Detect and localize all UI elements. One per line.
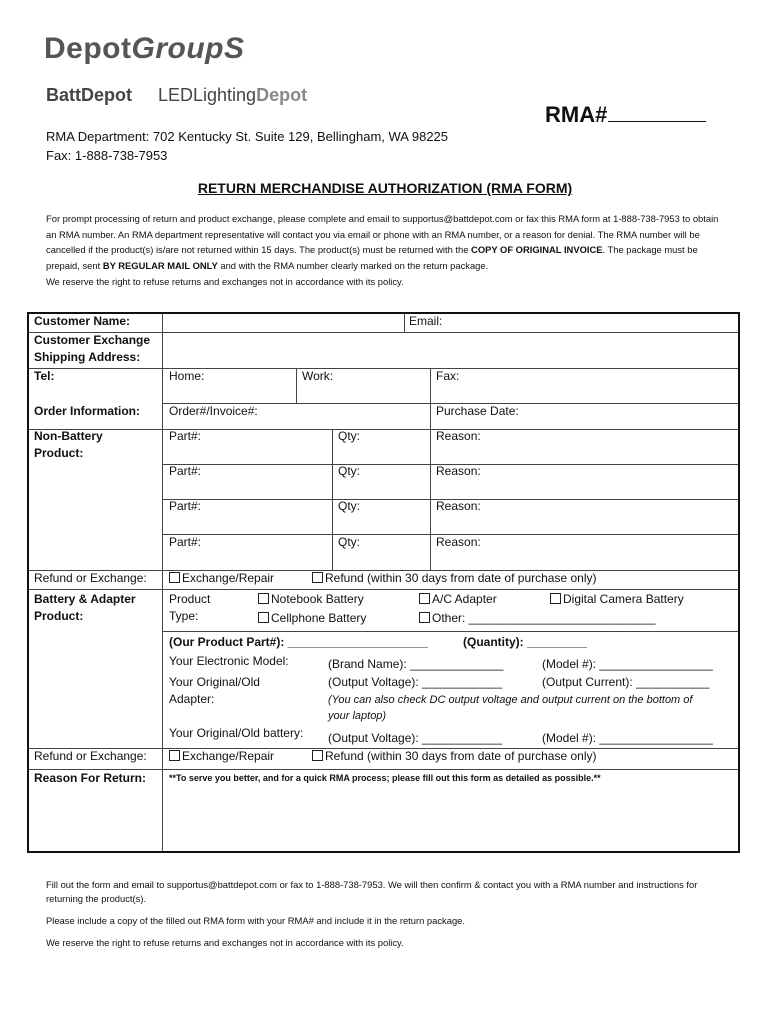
output-voltage-label-2: (Output Voltage): ____________ bbox=[328, 731, 503, 745]
order-info-label: Order Information: bbox=[34, 404, 141, 418]
reason-label: Reason: bbox=[436, 464, 481, 478]
checkbox-icon[interactable] bbox=[169, 572, 180, 583]
row-divider bbox=[29, 429, 738, 430]
intro-paragraph bbox=[46, 211, 722, 273]
checkbox-icon[interactable] bbox=[419, 593, 430, 604]
checkbox-icon[interactable] bbox=[312, 572, 323, 583]
refund-label-2: Refund (within 30 days from date of purchase only) bbox=[325, 749, 597, 763]
exchange-repair-label: Exchange/Repair bbox=[182, 571, 275, 585]
checkbox-icon[interactable] bbox=[258, 593, 269, 604]
logo-depot2-text: Depot bbox=[256, 85, 308, 105]
column-divider bbox=[332, 429, 333, 570]
qty-label: Qty: bbox=[338, 535, 361, 549]
reason-for-return-label: Reason For Return: bbox=[34, 771, 147, 785]
refund-option[interactable] bbox=[312, 571, 596, 586]
fax-label: Fax: bbox=[436, 369, 460, 383]
model-label: (Model #): _________________ bbox=[542, 657, 713, 671]
notebook-battery-option[interactable] bbox=[258, 592, 364, 607]
battery-adapter-label: Battery & Adapter bbox=[34, 592, 136, 606]
part-label: Part#: bbox=[169, 429, 202, 443]
row-divider bbox=[162, 631, 738, 632]
checkbox-icon[interactable] bbox=[258, 612, 269, 623]
email-label: Email: bbox=[409, 314, 443, 328]
original-adapter-label-2: Adapter: bbox=[169, 692, 215, 706]
checkbox-icon[interactable] bbox=[169, 750, 180, 761]
original-adapter-label: Your Original/Old bbox=[169, 675, 260, 689]
logo-depot-text: Depot bbox=[44, 32, 132, 65]
refund-or-exchange-label: Refund or Exchange: bbox=[34, 571, 147, 585]
reason-for-return-field[interactable] bbox=[162, 790, 737, 850]
ledlightingdepot-logo bbox=[158, 85, 307, 106]
logo-groups-text: GroupS bbox=[131, 32, 245, 65]
ac-adapter-option[interactable] bbox=[419, 592, 497, 607]
checkbox-icon[interactable] bbox=[550, 593, 561, 604]
dc-note-line-1: (You can also check DC output voltage and output current on the bottom of bbox=[328, 694, 693, 706]
brand-name-label: (Brand Name): ______________ bbox=[328, 657, 504, 671]
page-title: RETURN MERCHANDISE AUTHORIZATION (RMA FORM) bbox=[197, 180, 573, 196]
rma-address bbox=[46, 127, 448, 165]
intro-text-e: and with the RMA number clearly marked on the return package. bbox=[217, 259, 489, 271]
digital-camera-battery-option[interactable] bbox=[550, 592, 684, 607]
intro-text-a: For prompt processing of return and product exchange, please complete and email to supportus@battdepot.com or fax this RMA form at 1-888-738-7953 to obtain an RMA number. An RMA department representative will contact you via email or phone with an RMA number, or a reason for denial. The RMA number will be cancelled if the product(s) is/are not returned within 15 days. The product(s) must be returned with the bbox=[46, 213, 719, 255]
other-option[interactable] bbox=[419, 611, 656, 626]
intro-text-b: COPY OF ORIGINAL INVOICE bbox=[471, 244, 603, 255]
column-divider bbox=[404, 314, 405, 332]
footer-reserve-notice: We reserve the right to refuse returns and exchanges not in accordance with its policy. bbox=[46, 937, 404, 948]
output-current-label: (Output Current): ___________ bbox=[542, 675, 710, 689]
product-type-label: Product bbox=[169, 592, 211, 606]
footer-instructions: Fill out the form and email to supportus@battdepot.com or fax to 1-888-738-7953. We will then confirm & contact you with a RMA number and instructions for returning the product(s). bbox=[46, 879, 698, 904]
refund-option-2[interactable] bbox=[312, 749, 596, 764]
non-battery-label: Non-Battery bbox=[34, 429, 103, 443]
checkbox-icon[interactable] bbox=[419, 612, 430, 623]
logo-ledlighting-text: LEDLighting bbox=[158, 85, 257, 105]
customer-name-label: Customer Name: bbox=[34, 314, 131, 328]
checkbox-icon[interactable] bbox=[312, 750, 323, 761]
address-line: RMA Department: 702 Kentucky St. Suite 129, Bellingham, WA 98225 bbox=[46, 129, 449, 144]
notebook-battery-label: Notebook Battery bbox=[271, 592, 364, 606]
non-battery-product-label: Product: bbox=[34, 446, 84, 460]
column-divider bbox=[430, 429, 431, 570]
output-voltage-label: (Output Voltage): ____________ bbox=[328, 675, 503, 689]
order-invoice-label: Order#/Invoice#: bbox=[169, 404, 258, 418]
qty-label: Qty: bbox=[338, 429, 361, 443]
footer-include-copy: Please include a copy of the filled out RMA form with your RMA# and include it in the return package. bbox=[46, 915, 465, 926]
part-label: Part#: bbox=[169, 535, 202, 549]
column-divider bbox=[296, 368, 297, 403]
shipping-address-label: Shipping Address: bbox=[34, 350, 141, 364]
qty-label: Qty: bbox=[338, 499, 361, 513]
refund-or-exchange-label-2: Refund or Exchange: bbox=[34, 749, 147, 763]
row-divider bbox=[29, 368, 738, 369]
rma-number-label: RMA# bbox=[545, 102, 608, 127]
work-phone-label: Work: bbox=[302, 369, 334, 383]
home-phone-label: Home: bbox=[169, 369, 205, 383]
reason-label: Reason: bbox=[436, 429, 481, 443]
intro-text-c: . The package must be prepaid, sent bbox=[46, 244, 698, 271]
exchange-repair-label-2: Exchange/Repair bbox=[182, 749, 275, 763]
column-divider bbox=[430, 403, 431, 429]
customer-name-field[interactable] bbox=[162, 314, 404, 330]
cellphone-battery-option[interactable] bbox=[258, 611, 366, 626]
reason-note: **To serve you better, and for a quick RMA process; please fill out this form as detailed as possible.** bbox=[169, 773, 601, 783]
cellphone-battery-label: Cellphone Battery bbox=[271, 611, 367, 625]
reserve-notice: We reserve the right to refuse returns and exchanges not in accordance with its policy. bbox=[46, 276, 404, 287]
rma-number-field[interactable] bbox=[608, 121, 706, 122]
our-part-label: (Our Product Part#): _____________________ bbox=[169, 635, 428, 649]
dc-note-line-2: your laptop) bbox=[328, 710, 387, 722]
quantity-label: (Quantity): _________ bbox=[463, 635, 588, 649]
exchange-repair-option-2[interactable] bbox=[169, 749, 274, 764]
part-label: Part#: bbox=[169, 499, 202, 513]
other-label: Other: ____________________________ bbox=[432, 611, 656, 625]
qty-label: Qty: bbox=[338, 464, 361, 478]
column-divider bbox=[430, 368, 431, 403]
purchase-date-label: Purchase Date: bbox=[436, 404, 519, 418]
ac-adapter-label: A/C Adapter bbox=[432, 592, 497, 606]
model-label-2: (Model #): _________________ bbox=[542, 731, 713, 745]
row-divider bbox=[29, 769, 738, 770]
reason-label: Reason: bbox=[436, 535, 481, 549]
battdepot-logo: BattDepot bbox=[46, 85, 132, 105]
product-type-label-2: Type: bbox=[169, 609, 199, 623]
refund-label: Refund (within 30 days from date of purchase only) bbox=[325, 571, 597, 585]
digital-camera-battery-label: Digital Camera Battery bbox=[563, 592, 684, 606]
electronic-model-label: Your Electronic Model: bbox=[169, 654, 289, 668]
intro-text-d: BY REGULAR MAIL ONLY bbox=[102, 259, 218, 271]
tel-label: Tel: bbox=[34, 369, 55, 383]
depotgroups-logo bbox=[44, 32, 245, 66]
exchange-repair-option[interactable] bbox=[169, 571, 274, 586]
column-divider bbox=[162, 314, 163, 851]
row-divider bbox=[29, 589, 738, 590]
fax-line: Fax: 1-888-738-7953 bbox=[46, 148, 168, 163]
reason-label: Reason: bbox=[436, 499, 481, 513]
part-label: Part#: bbox=[169, 464, 202, 478]
battery-adapter-product-label: Product: bbox=[34, 609, 84, 623]
customer-exchange-label: Customer Exchange bbox=[34, 333, 151, 347]
original-battery-label: Your Original/Old battery: bbox=[169, 726, 304, 740]
